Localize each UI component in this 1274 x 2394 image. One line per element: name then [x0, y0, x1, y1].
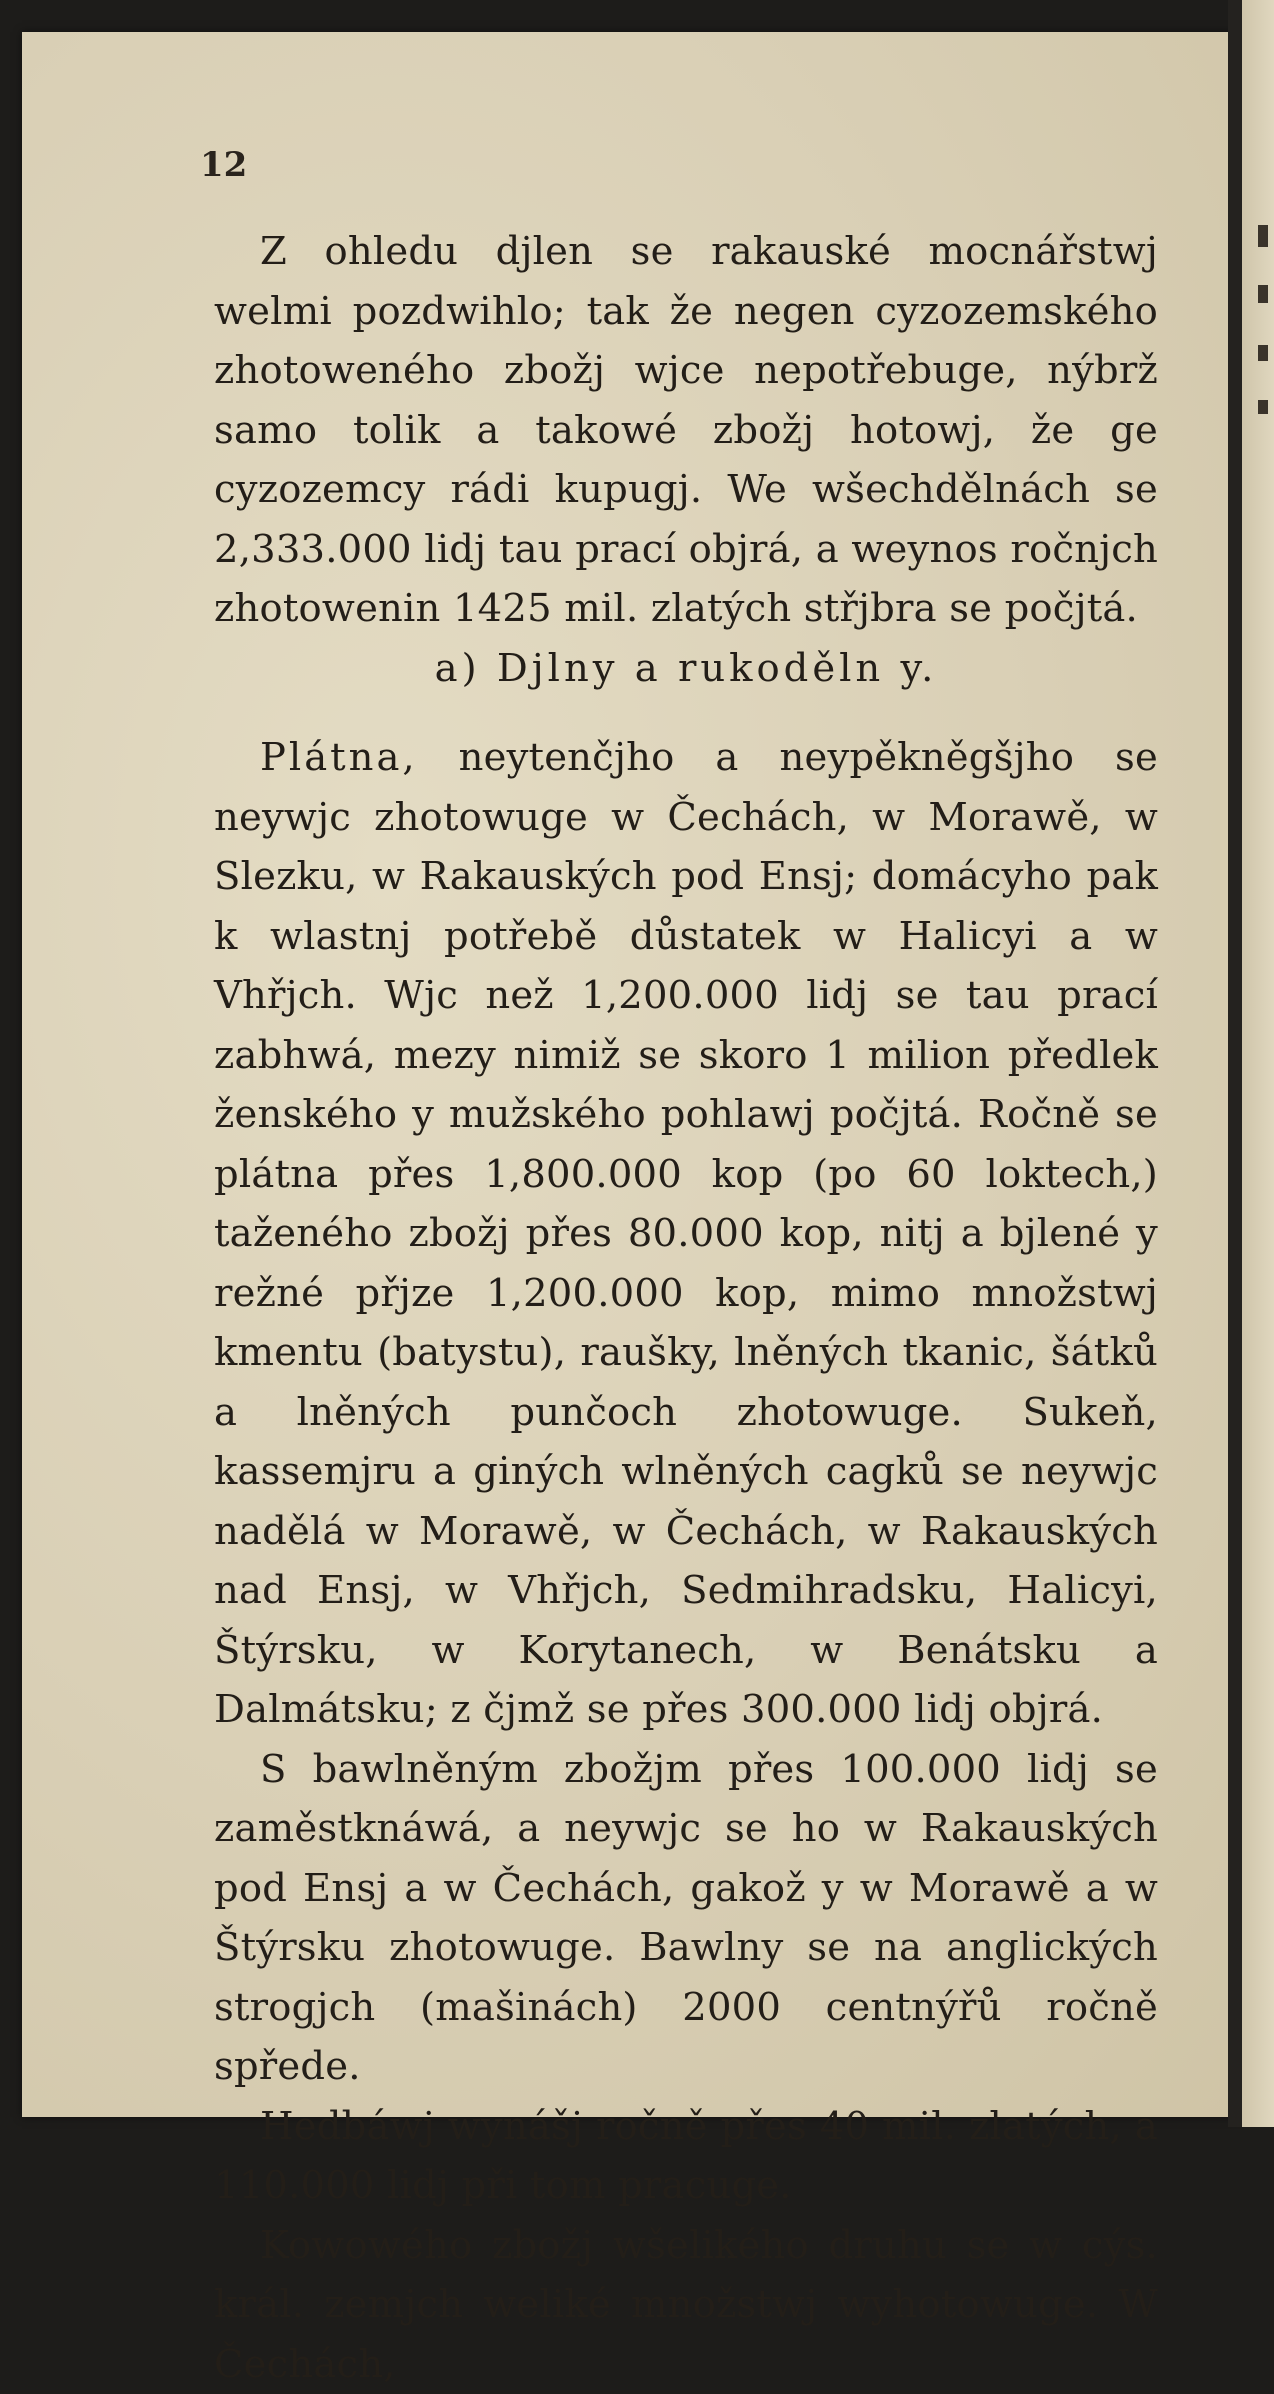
paragraph-kowowe: Kowowého zbožj wšelikého druhu se w cýs. král. zemjch weliké množstwj wyhotowuge. W Čechách,	[214, 2216, 1158, 2394]
body-text	[214, 222, 1158, 2394]
next-page-edge	[1242, 0, 1274, 2127]
next-page-letter-fragment	[1258, 345, 1268, 361]
next-page-letter-fragment	[1258, 400, 1268, 414]
paragraph-platna	[214, 728, 1158, 1740]
page-number: 12	[200, 145, 247, 185]
paragraph-bawlna: S bawlněným zbožjm přes 100.000 lidj se zaměstknáwá, a neywjc se ho w Rakauských pod Ensj a w Čechách, gakož y w Morawě a w Štýrsku zhotowuge. Bawlny se na anglických strogjch (mašinách) 2000 centnýřů ročně spřede.	[214, 1740, 1158, 2097]
paragraph-platna-text: neytenčjho a neypěkněgšjho se neywjc zhotowuge w Čechách, w Morawě, w Slezku, w Rakauských pod Ensj; domácyho pak k wlastnj potřebě důstatek w Halicyi a w Vhřjch. Wjc než 1,200.000 lidj se tau prací zabhwá, mezy nimiž se skoro 1 milion předlek ženského y mužského pohlawj počjtá. Ročně se plátna přes 1,800.000 kop (po 60 loktech,) taženého zbožj přes 80.000 kop, nitj a bjlené y režné přjze 1,200.000 kop, mimo množstwj kmentu (batystu), raušky, lněných tkanic, šátků a lněných punčoch zhotowuge. Sukeň, kassemjru a giných wlněných cagků se neywjc nadělá w Morawě, w Čechách, w Rakauských nad Ensj, w Vhřjch, Sedmihradsku, Halicyi, Štýrsku, w Korytanech, w Benátsku a Dalmátsku; z čjmž se přes 300.000 lidj objrá.	[214, 735, 1158, 1732]
next-page-letter-fragment	[1258, 285, 1268, 303]
paragraph-hedbawj: Hedbáwj wynášj ročně přes 40 mil. zlatých, a 110.000 lidj při tom pracuge.	[214, 2097, 1158, 2216]
section-heading: a) Djlny a rukoděln y.	[214, 639, 1158, 699]
paragraph-lead-word: Plátna,	[260, 735, 418, 780]
next-page-letter-fragment	[1258, 225, 1268, 247]
paragraph-intro: Z ohledu djlen se rakauské mocnářstwj welmi pozdwihlo; tak že negen cyzozemského zhotoweného zbožj wjce nepotřebuge, nýbrž samo tolik a takowé zbožj hotowj, že ge cyzozemcy rádi kupugj. We wšechdělnách se 2,333.000 lidj tau prací objrá, a weynos ročnjch zhotowenin 1425 mil. zlatých střjbra se počjtá.	[214, 222, 1158, 639]
